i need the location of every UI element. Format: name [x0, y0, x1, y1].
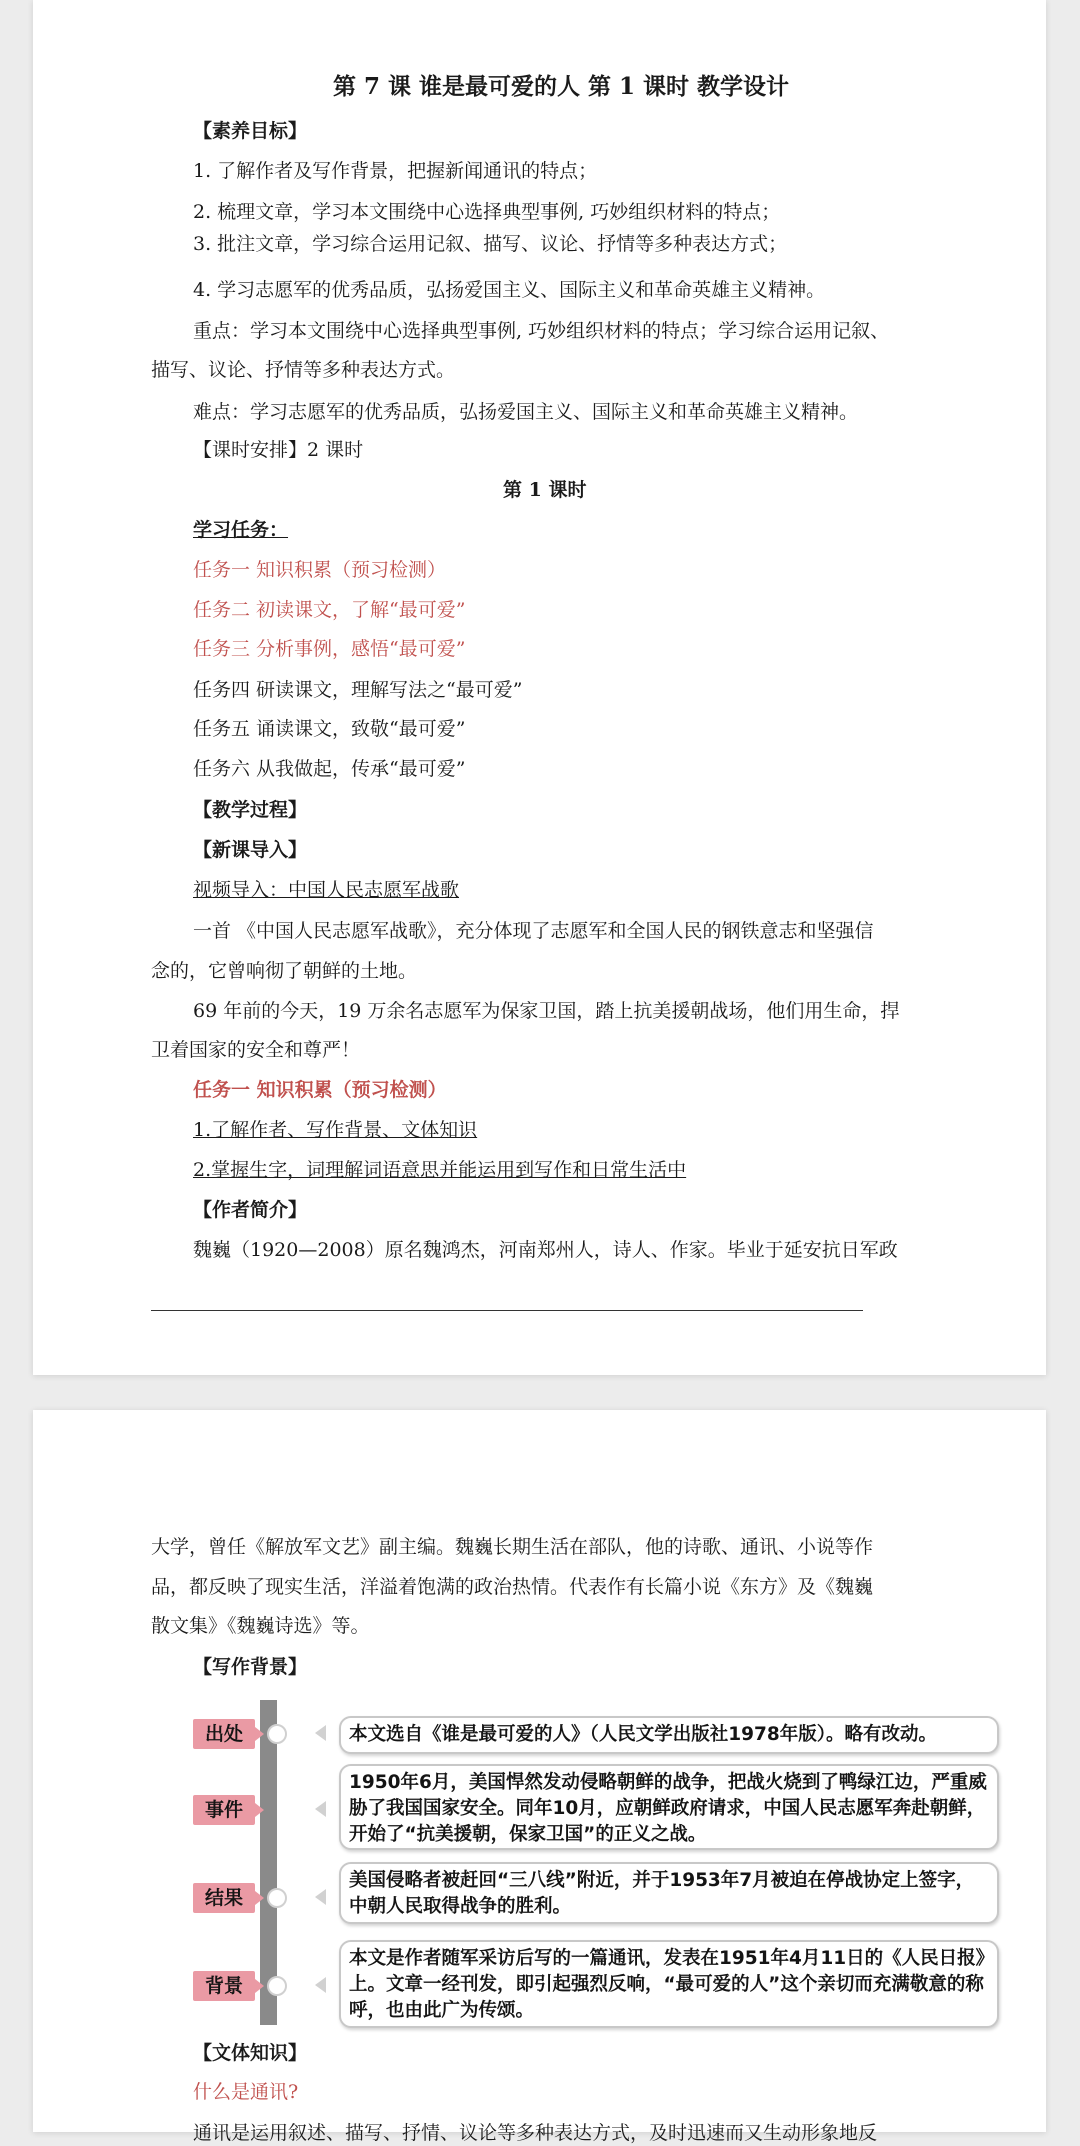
sub-item-1: 1.了解作者、写作背景、文体知识 [193, 1119, 478, 1141]
goal-2: 2. 梳理文章，学习本文围绕中心选择典型事例, 巧妙组织材料的特点； [193, 201, 781, 223]
sub-item-2: 2.掌握生字，词理解词语意思并能运用到写作和日常生活中 [193, 1159, 687, 1181]
label-pointer-icon [255, 1891, 264, 1905]
footnote-rule [151, 1310, 863, 1311]
genre-heading: 【文体知识】 [193, 2042, 308, 2064]
para-2-line-1: 69 年前的今天，19 万余名志愿军为保家卫国，踏上抗美援朝战场，他们用生命，捍 [193, 1000, 900, 1022]
video-intro: 视频导入：中国人民志愿军战歌 [193, 879, 460, 901]
goal-3: 3. 批注文章，学习综合运用记叙、描写、议论、抒情等多种表达方式； [193, 233, 788, 255]
callout-arrow-icon [315, 1725, 326, 1741]
task-1: 任务一 知识积累（预习检测） [193, 559, 447, 581]
author-line-4: 散文集》《魏巍诗选》等。 [151, 1615, 370, 1637]
result-box: 美国侵略者被赶回“三八线”附近，并于1953年7月被迫在停战协定上签字，中朝人民取得战争的胜利。 [339, 1862, 999, 1924]
label-event: 事件 [193, 1795, 255, 1825]
callout-arrow-icon [315, 1977, 326, 1993]
goal-1: 1. 了解作者及写作背景，把握新闻通讯的特点； [193, 160, 598, 182]
author-line-3: 品，都反映了现实生活，洋溢着饱满的政治热情。代表作有长篇小说《东方》及《魏巍 [151, 1576, 874, 1598]
genre-line-1: 通讯是运用叙述、描写、抒情、议论等多种表达方式，及时迅速而又生动形象地反 [193, 2122, 878, 2144]
event-box: 1950年6月，美国悍然发动侵略朝鲜的战争，把战火烧到了鸭绿江边，严重威胁了我国国家安全。同年10月，应朝鲜政府请求，中国人民志愿军奔赴朝鲜，开始了“抗美援朝，保家卫国”的正义之战。 [339, 1764, 999, 1850]
tasks-heading: 学习任务： [193, 519, 289, 541]
author-heading: 【作者简介】 [193, 1199, 308, 1221]
label-result: 结果 [193, 1883, 255, 1913]
para-2-line-2: 卫着国家的安全和尊严！ [151, 1039, 361, 1061]
label-pointer-icon [255, 1727, 264, 1741]
timeline-dot-icon [267, 1724, 287, 1744]
goal-4: 4. 学习志愿军的优秀品质，弘扬爱国主义、国际主义和革命英雄主义精神。 [193, 279, 826, 301]
goals-heading: 【素养目标】 [193, 120, 308, 142]
label-pointer-icon [255, 1979, 264, 1993]
author-line-1: 魏巍（1920—2008）原名魏鸿杰，河南郑州人，诗人、作家。毕业于延安抗日军政 [193, 1239, 898, 1261]
difficult-point: 难点：学习志愿军的优秀品质，弘扬爱国主义、国际主义和革命英雄主义精神。 [193, 401, 859, 423]
task-5: 任务五 诵读课文，致敬“最可爱” [193, 718, 466, 740]
task-1-section: 任务一 知识积累（预习检测） [193, 1079, 447, 1101]
page-title: 第 7 课 谁是最可爱的人 第 1 课时 教学设计 [333, 73, 790, 100]
context-box: 本文是作者随军采访后写的一篇通讯，发表在1951年4月11日的《人民日报》上。文章一经刊发，即引起强烈反响，“最可爱的人”这个亲切而充满敬意的称呼，也由此广为传颂。 [339, 1940, 999, 2028]
lesson-heading: 第 1 课时 [503, 479, 587, 501]
key-point-line-2: 描写、议论、抒情等多种表达方式。 [151, 359, 456, 381]
label-pointer-icon [255, 1803, 264, 1817]
schedule: 【课时安排】2 课时 [193, 439, 364, 461]
timeline-dot-icon [267, 1888, 287, 1908]
para-1-line-2: 念的，它曾响彻了朝鲜的土地。 [151, 960, 418, 982]
label-source: 出处 [193, 1719, 255, 1749]
label-context: 背景 [193, 1971, 255, 2001]
callout-arrow-icon [315, 1889, 326, 1905]
document-page-1 [33, 0, 1046, 1375]
what-is-tongxun: 什么是通讯? [193, 2081, 299, 2103]
para-1-line-1: 一首 《中国人民志愿军战歌》，充分体现了志愿军和全国人民的钢铁意志和坚强信 [193, 920, 874, 942]
source-box: 本文选自《谁是最可爱的人》（人民文学出版社1978年版）。略有改动。 [339, 1716, 999, 1754]
intro-heading: 【新课导入】 [193, 839, 308, 861]
callout-arrow-icon [315, 1801, 326, 1817]
author-line-2: 大学，曾任《解放军文艺》副主编。魏巍长期生活在部队，他的诗歌、通讯、小说等作 [151, 1536, 874, 1558]
task-3: 任务三 分析事例，感悟“最可爱” [193, 638, 466, 660]
task-4: 任务四 研读课文，理解写法之“最可爱” [193, 679, 523, 701]
task-6: 任务六 从我做起，传承“最可爱” [193, 758, 466, 780]
background-heading: 【写作背景】 [193, 1656, 308, 1678]
timeline-dot-icon [267, 1976, 287, 1996]
document-page-2 [33, 1410, 1046, 2144]
task-2: 任务二 初读课文，了解“最可爱” [193, 599, 466, 621]
key-point-line-1: 重点：学习本文围绕中心选择典型事例, 巧妙组织材料的特点；学习综合运用记叙、 [193, 320, 890, 342]
process-heading: 【教学过程】 [193, 799, 308, 821]
